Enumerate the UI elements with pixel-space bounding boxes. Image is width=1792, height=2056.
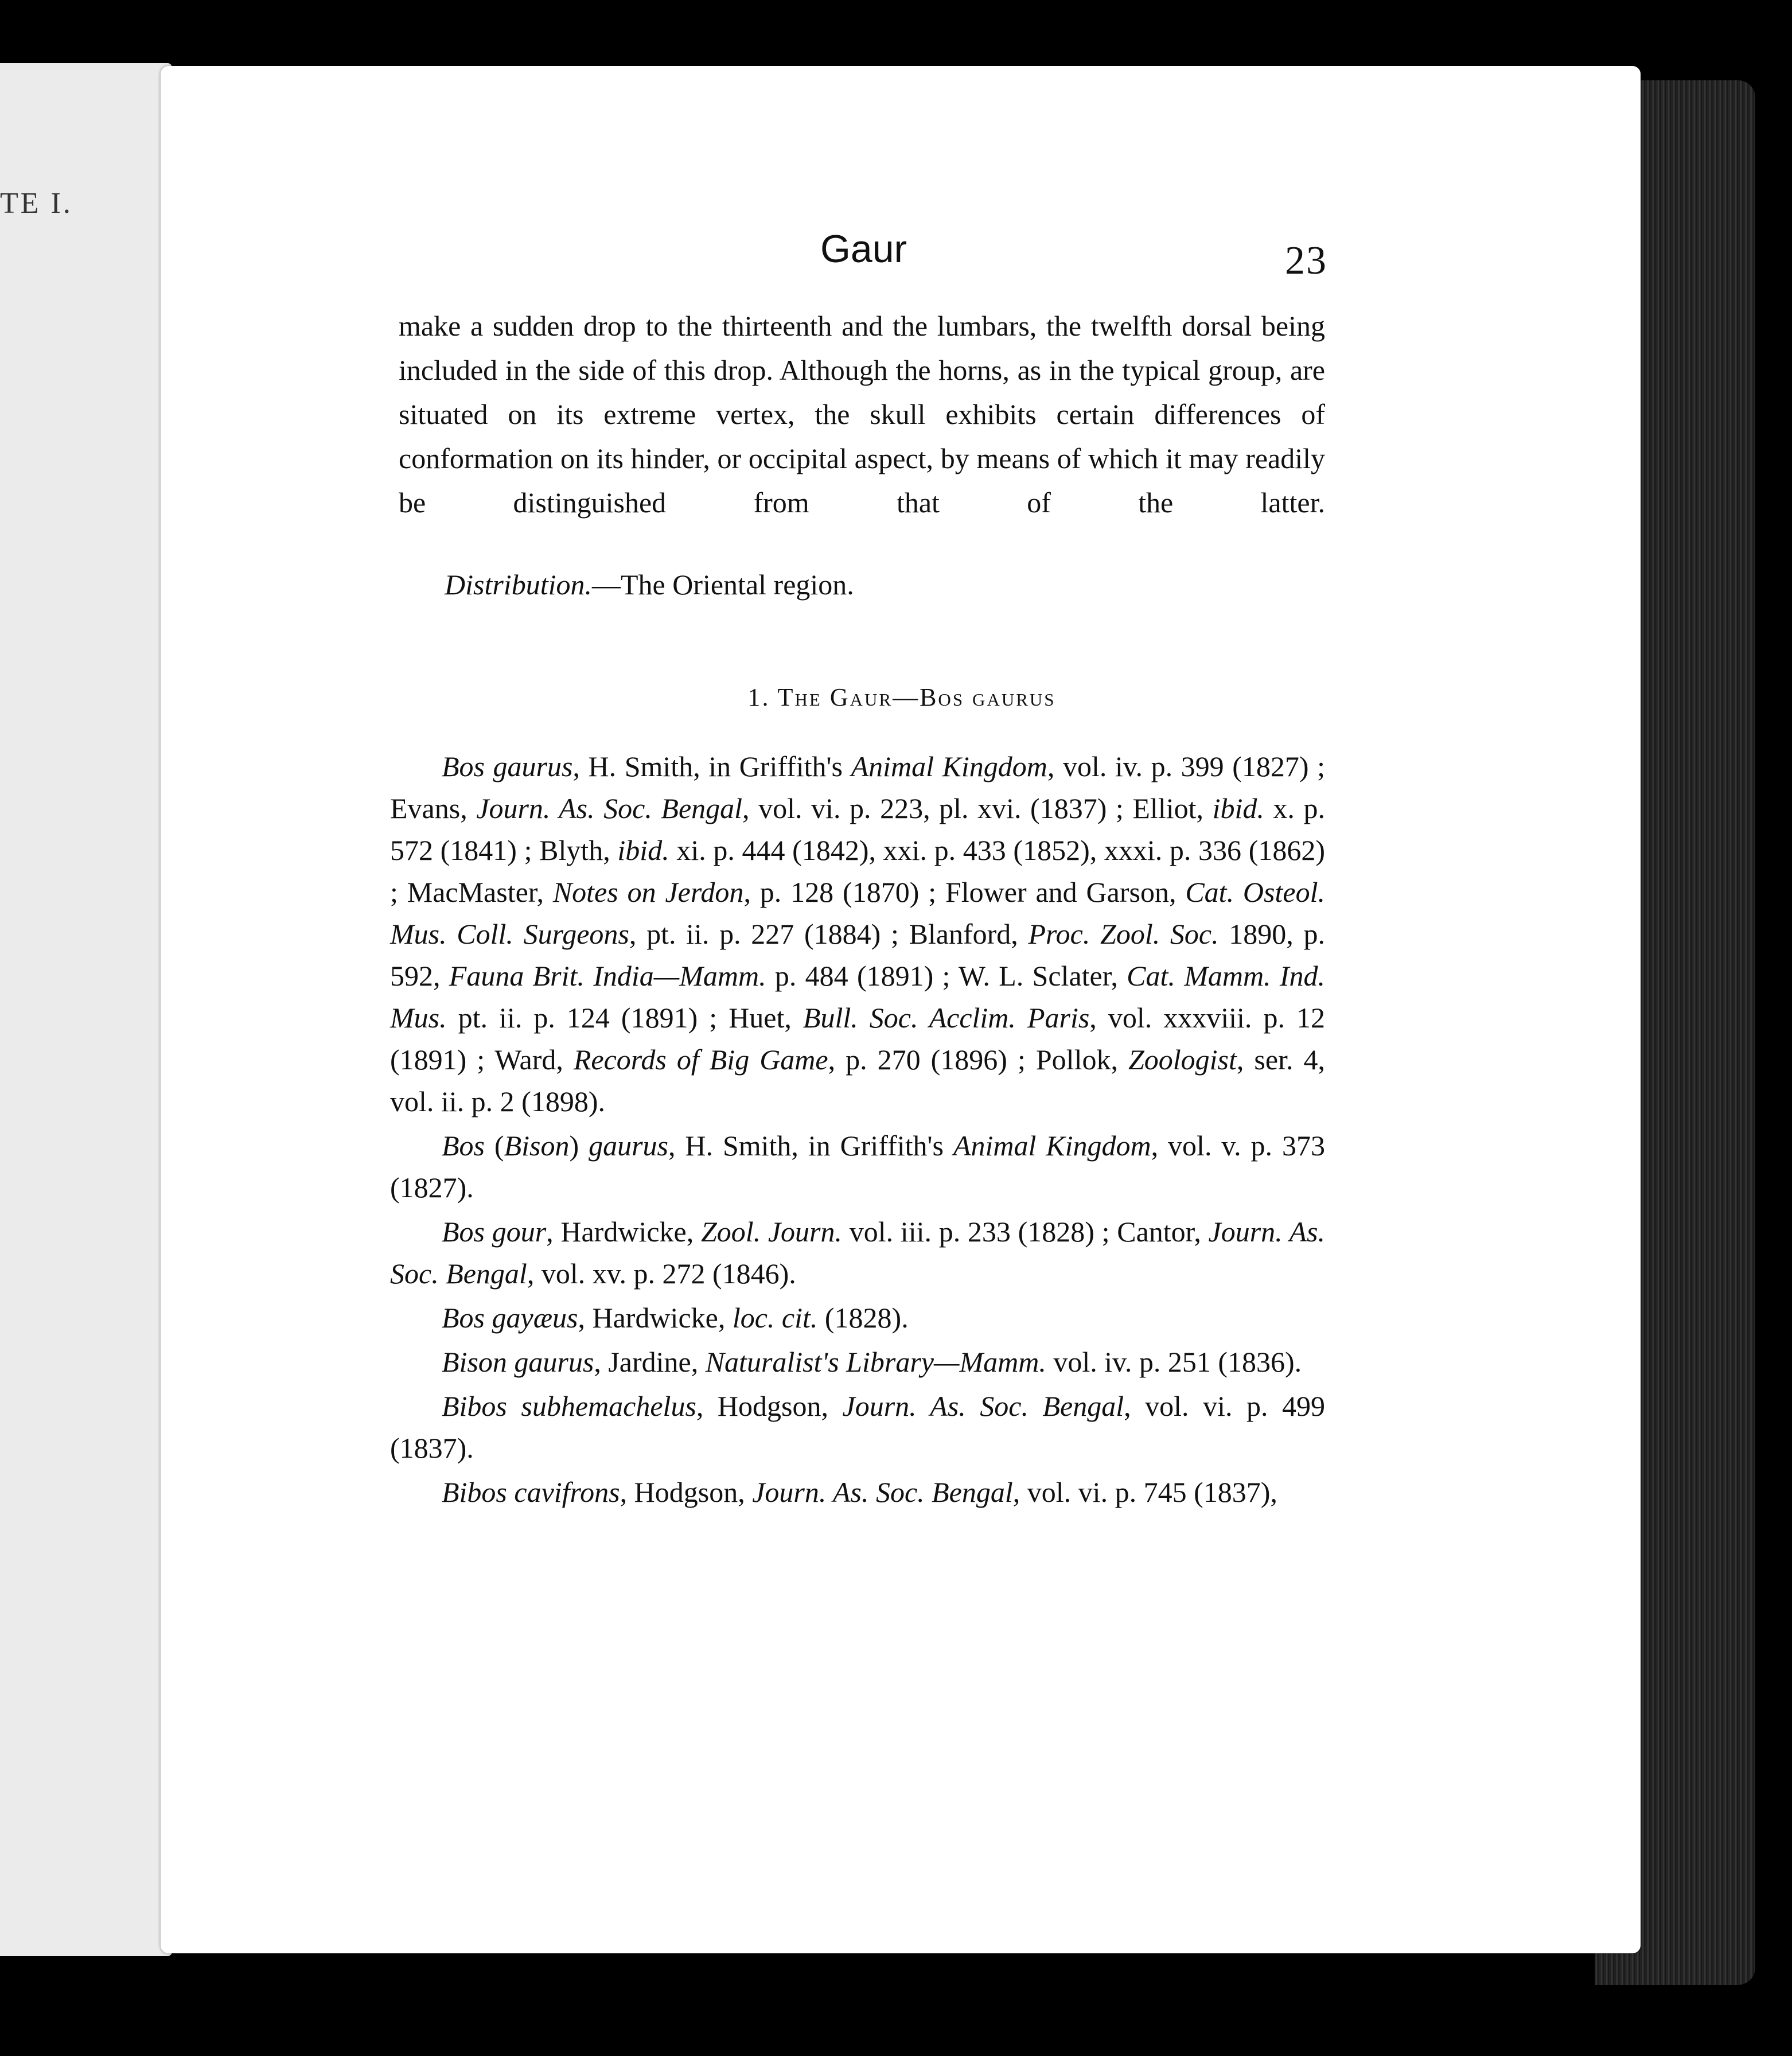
entry-text: , ser. 4, vol. ii. p. 2 (1898).	[390, 1043, 1325, 1117]
entry-italic-text: Bos gour	[442, 1216, 547, 1248]
entry-text: , H. Smith, in Griffith's	[572, 750, 851, 782]
entry-text: xi. p. 444 (1842), xxi. p. 433 (1852), xxxi. p. 336 (1862) ; MacMaster,	[390, 834, 1326, 908]
entry-italic-text: Journ. As. Soc. Bengal	[842, 1390, 1124, 1422]
entry-italic-text: Bibos subhemachelus	[442, 1390, 696, 1422]
entry-italic-text: Bos gayæus	[442, 1302, 578, 1334]
left-page-edge-text: TE I.	[0, 187, 73, 220]
entry-italic-text: Bull. Soc. Acclim. Paris	[802, 1002, 1090, 1034]
synonymy-entry	[390, 746, 1325, 1123]
entry-italic-text: Zoologist	[1128, 1043, 1237, 1076]
entry-italic-text: Animal Kingdom	[953, 1130, 1151, 1162]
synonymy-entry	[390, 1297, 1325, 1339]
entry-text: , p. 128 (1870) ; Flower and Garson,	[743, 876, 1186, 908]
entry-italic-text: Journ. As. Soc. Bengal	[752, 1476, 1013, 1508]
entry-text: , pt. ii. p. 227 (1884) ; Blanford,	[629, 918, 1029, 950]
entry-text: 1890, p. 592,	[390, 918, 1325, 992]
left-page	[0, 63, 172, 1956]
entry-text: , vol. xxxviii. p. 12 (1891) ; Ward,	[390, 1002, 1325, 1076]
entry-text: , vol. vi. p. 499 (1837).	[390, 1390, 1325, 1464]
synonymy-list	[390, 746, 1325, 1516]
synonymy-entry	[390, 1211, 1325, 1295]
entry-text: p. 484 (1891) ; W. L. Sclater,	[766, 960, 1127, 992]
entry-italic-text: Notes on Jerdon	[552, 876, 744, 908]
entry-italic-text: Bibos cavifrons	[442, 1476, 620, 1508]
distribution-text: —The Oriental region.	[591, 568, 854, 601]
entry-text: , Hodgson,	[620, 1476, 753, 1508]
synonymy-entry	[390, 1385, 1325, 1469]
entry-italic-text: Zool. Journ.	[700, 1216, 842, 1248]
entry-text: )	[569, 1130, 589, 1162]
entry-text: , p. 270 (1896) ; Pollok,	[828, 1043, 1128, 1076]
section-heading: 1. The Gaur—Bos gaurus	[747, 683, 1056, 711]
entry-italic-text: Cat. Osteol. Mus. Coll. Surgeons	[390, 876, 1325, 950]
entry-text: (	[485, 1130, 504, 1162]
entry-text: , H. Smith, in Griffith's	[668, 1130, 953, 1162]
entry-italic-text: Cat. Mamm. Ind. Mus.	[390, 960, 1325, 1034]
entry-italic-text: Naturalist's Library—Mamm.	[705, 1346, 1046, 1378]
entry-text: pt. ii. p. 124 (1891) ; Huet,	[446, 1002, 803, 1034]
synonymy-entry	[390, 1471, 1325, 1513]
entry-text: , Jardine,	[594, 1346, 706, 1378]
distribution-line	[445, 568, 854, 601]
running-head-title: Gaur	[820, 227, 907, 271]
entry-text: , Hardwicke,	[578, 1302, 733, 1334]
entry-italic-text: Bison	[504, 1130, 570, 1162]
entry-italic-text: Bison gaurus	[442, 1346, 594, 1378]
entry-text: , vol. xv. p. 272 (1846).	[527, 1257, 796, 1290]
entry-italic-text: ibid.	[1212, 792, 1264, 824]
entry-italic-text: ibid.	[617, 834, 669, 866]
entry-text: x. p. 572 (1841) ; Blyth,	[390, 792, 1325, 866]
entry-text: , vol. v. p. 373 (1827).	[390, 1130, 1325, 1204]
entry-italic-text: Bos	[442, 1130, 485, 1162]
intro-paragraph: make a sudden drop to the thirteenth and the lumbars, the twelfth dorsal being included in the side of this drop. Although the horns, as in the typical group, are situated on its extreme vertex, the skull exhibits certain differences of conformation on its hinder, or occipital aspect, by means of which it may readily be distinguished from that of the latter.	[399, 310, 1325, 519]
entry-italic-text: Journ. As. Soc. Bengal	[476, 792, 743, 824]
entry-text: vol. iv. p. 251 (1836).	[1046, 1346, 1302, 1378]
entry-italic-text: loc. cit.	[732, 1302, 818, 1334]
entry-text: , Hardwicke,	[546, 1216, 701, 1248]
entry-italic-text: Animal Kingdom	[851, 750, 1047, 782]
entry-text: (1828).	[817, 1302, 909, 1334]
entry-text: vol. iii. p. 233 (1828) ; Cantor,	[842, 1216, 1209, 1248]
synonymy-entry	[390, 1341, 1325, 1383]
page-number: 23	[1285, 239, 1327, 283]
entry-italic-text: gaurus	[589, 1130, 668, 1162]
synonymy-entry	[390, 1125, 1325, 1209]
entry-italic-text: Records of Big Game	[573, 1043, 828, 1076]
entry-italic-text: Journ. As. Soc. Bengal	[390, 1216, 1325, 1290]
entry-italic-text: Bos gaurus	[442, 750, 573, 782]
entry-italic-text: Fauna Brit. India—Mamm.	[449, 960, 766, 992]
entry-italic-text: Proc. Zool. Soc.	[1028, 918, 1219, 950]
entry-text: , vol. vi. p. 745 (1837),	[1012, 1476, 1277, 1508]
distribution-label: Distribution.	[445, 568, 592, 601]
entry-text: , vol. iv. p. 399 (1827) ; Evans,	[390, 750, 1325, 824]
entry-text: , Hodgson,	[696, 1390, 843, 1422]
entry-text: , vol. vi. p. 223, pl. xvi. (1837) ; Elliot,	[742, 792, 1213, 824]
